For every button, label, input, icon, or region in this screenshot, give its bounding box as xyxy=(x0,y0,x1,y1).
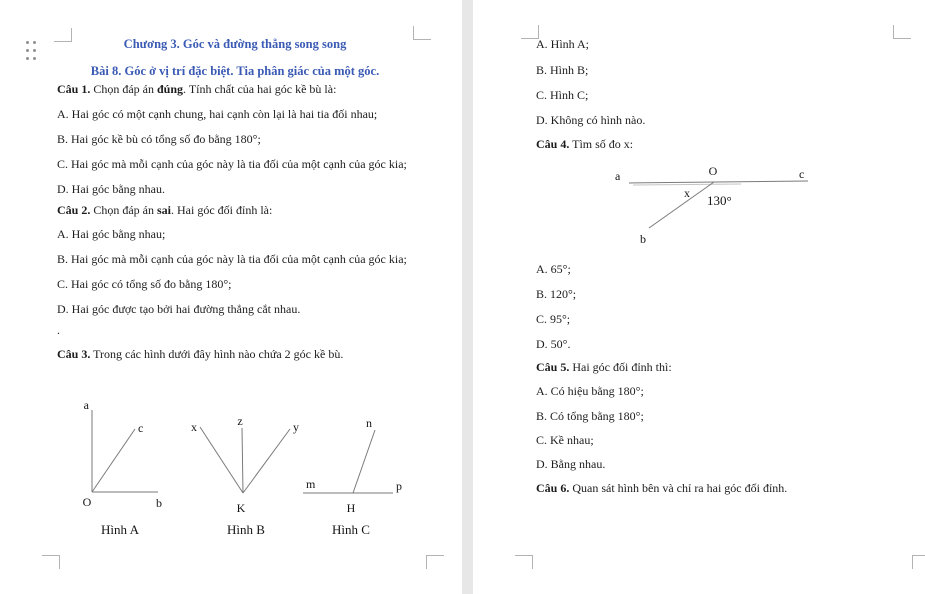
margin-corner-mark xyxy=(893,25,911,39)
q4fig-line-shadow xyxy=(633,184,741,185)
figB-ray-y xyxy=(243,429,290,493)
q3-option-b[interactable]: B. Hình B; xyxy=(536,63,589,77)
q3-option-c[interactable]: C. Hình C; xyxy=(536,88,589,102)
q4-option-b[interactable]: B. 120°; xyxy=(536,287,577,301)
question-4[interactable]: Câu 4. Tìm số đo x: xyxy=(536,137,634,151)
q3-option-a[interactable]: A. Hình A; xyxy=(536,37,590,51)
question4-figure[interactable] xyxy=(603,155,833,255)
margin-corner-mark xyxy=(426,555,444,569)
margin-corner-mark xyxy=(912,555,925,569)
figC-label-m: m xyxy=(306,477,316,491)
q2-option-b[interactable]: B. Hai góc mà mỗi cạnh của góc này là tia đối của một cạnh của góc kia; xyxy=(57,252,407,266)
figC-label-n: n xyxy=(366,416,372,430)
q4fig-label-O: O xyxy=(708,164,718,178)
figC-label-p: p xyxy=(396,479,402,493)
q1-option-b[interactable]: B. Hai góc kề bù có tổng số đo bằng 180°; xyxy=(57,132,261,146)
question3-figures[interactable] xyxy=(60,395,400,545)
stray-period[interactable]: . xyxy=(57,323,60,337)
figB-ray-x xyxy=(200,427,243,493)
q4fig-line-ac xyxy=(629,181,808,183)
q4fig-ray-b xyxy=(649,182,714,228)
q1-option-d[interactable]: D. Hai góc bằng nhau. xyxy=(57,182,165,196)
q4fig-label-b: b xyxy=(640,232,646,246)
dot xyxy=(33,41,36,44)
figC-caption: Hình C xyxy=(332,522,370,537)
q2-option-c[interactable]: C. Hai góc có tổng số đo bằng 180°; xyxy=(57,277,232,291)
figB-label-z: z xyxy=(237,414,243,428)
figB-caption: Hình B xyxy=(227,522,265,537)
lesson-title[interactable]: Bài 8. Góc ở vị trí đặc biệt. Tia phân giác của một góc. xyxy=(90,64,380,78)
dot xyxy=(33,49,36,52)
q4-option-d[interactable]: D. 50°. xyxy=(536,337,571,351)
chapter-title[interactable]: Chương 3. Góc và đường thẳng song song xyxy=(123,37,347,51)
page-2 xyxy=(473,0,925,594)
margin-corner-mark xyxy=(413,26,431,40)
dot xyxy=(26,57,29,60)
q1-option-c[interactable]: C. Hai góc mà mỗi cạnh của góc này là tia đối của một cạnh của góc kia; xyxy=(57,157,407,171)
question-2[interactable]: Câu 2. Chọn đáp án sai. Hai góc đối đỉnh là: xyxy=(57,203,273,217)
figB-label-K: K xyxy=(236,501,246,515)
dot xyxy=(26,41,29,44)
q2-option-a[interactable]: A. Hai góc bằng nhau; xyxy=(57,227,166,241)
q1-option-a[interactable]: A. Hai góc có một cạnh chung, hai cạnh còn lại là hai tia đối nhau; xyxy=(57,107,378,121)
figA-ray-c xyxy=(92,429,135,492)
q3-option-d[interactable]: D. Không có hình nào. xyxy=(536,113,646,127)
q4fig-label-a: a xyxy=(615,169,621,183)
question-3[interactable]: Câu 3. Trong các hình dưới đây hình nào chứa 2 góc kề bù. xyxy=(57,347,344,361)
figA-label-c: c xyxy=(138,421,144,435)
q4fig-label-c: c xyxy=(799,167,805,181)
figC-ray-n xyxy=(353,430,375,493)
question-1[interactable]: Câu 1. Chọn đáp án đúng. Tính chất của hai góc kề bù là: xyxy=(57,82,337,96)
dot xyxy=(26,49,29,52)
q5-option-d[interactable]: D. Bằng nhau. xyxy=(536,457,606,471)
q5-option-c[interactable]: C. Kề nhau; xyxy=(536,433,594,447)
figB-label-x: x xyxy=(191,420,197,434)
q4fig-label-x: x xyxy=(684,186,690,200)
paragraph-drag-handle-icon[interactable] xyxy=(26,41,36,60)
figA-label-b: b xyxy=(156,496,162,510)
q5-option-a[interactable]: A. Có hiệu bằng 180°; xyxy=(536,384,644,398)
figA-label-O: O xyxy=(82,495,92,509)
figA-label-a: a xyxy=(83,398,89,412)
figA-caption: Hình A xyxy=(101,522,139,537)
dot xyxy=(33,57,36,60)
figB-ray-z xyxy=(242,428,243,493)
margin-corner-mark xyxy=(42,555,60,569)
q4-option-a[interactable]: A. 65°; xyxy=(536,262,571,276)
q4fig-angle-value: 130° xyxy=(707,193,732,208)
q5-option-b[interactable]: B. Có tổng bằng 180°; xyxy=(536,409,644,423)
page-1 xyxy=(0,0,462,594)
q4-option-c[interactable]: C. 95°; xyxy=(536,312,571,326)
figC-label-H: H xyxy=(346,501,356,515)
figB-label-y: y xyxy=(293,420,299,434)
question-5[interactable]: Câu 5. Hai góc đối đỉnh thì: xyxy=(536,360,672,374)
margin-corner-mark xyxy=(515,555,533,569)
q2-option-d[interactable]: D. Hai góc được tạo bởi hai đường thẳng cắt nhau. xyxy=(57,302,301,316)
page-gap xyxy=(462,0,473,594)
question-6[interactable]: Câu 6. Quan sát hình bên và chỉ ra hai góc đối đỉnh. xyxy=(536,481,788,495)
